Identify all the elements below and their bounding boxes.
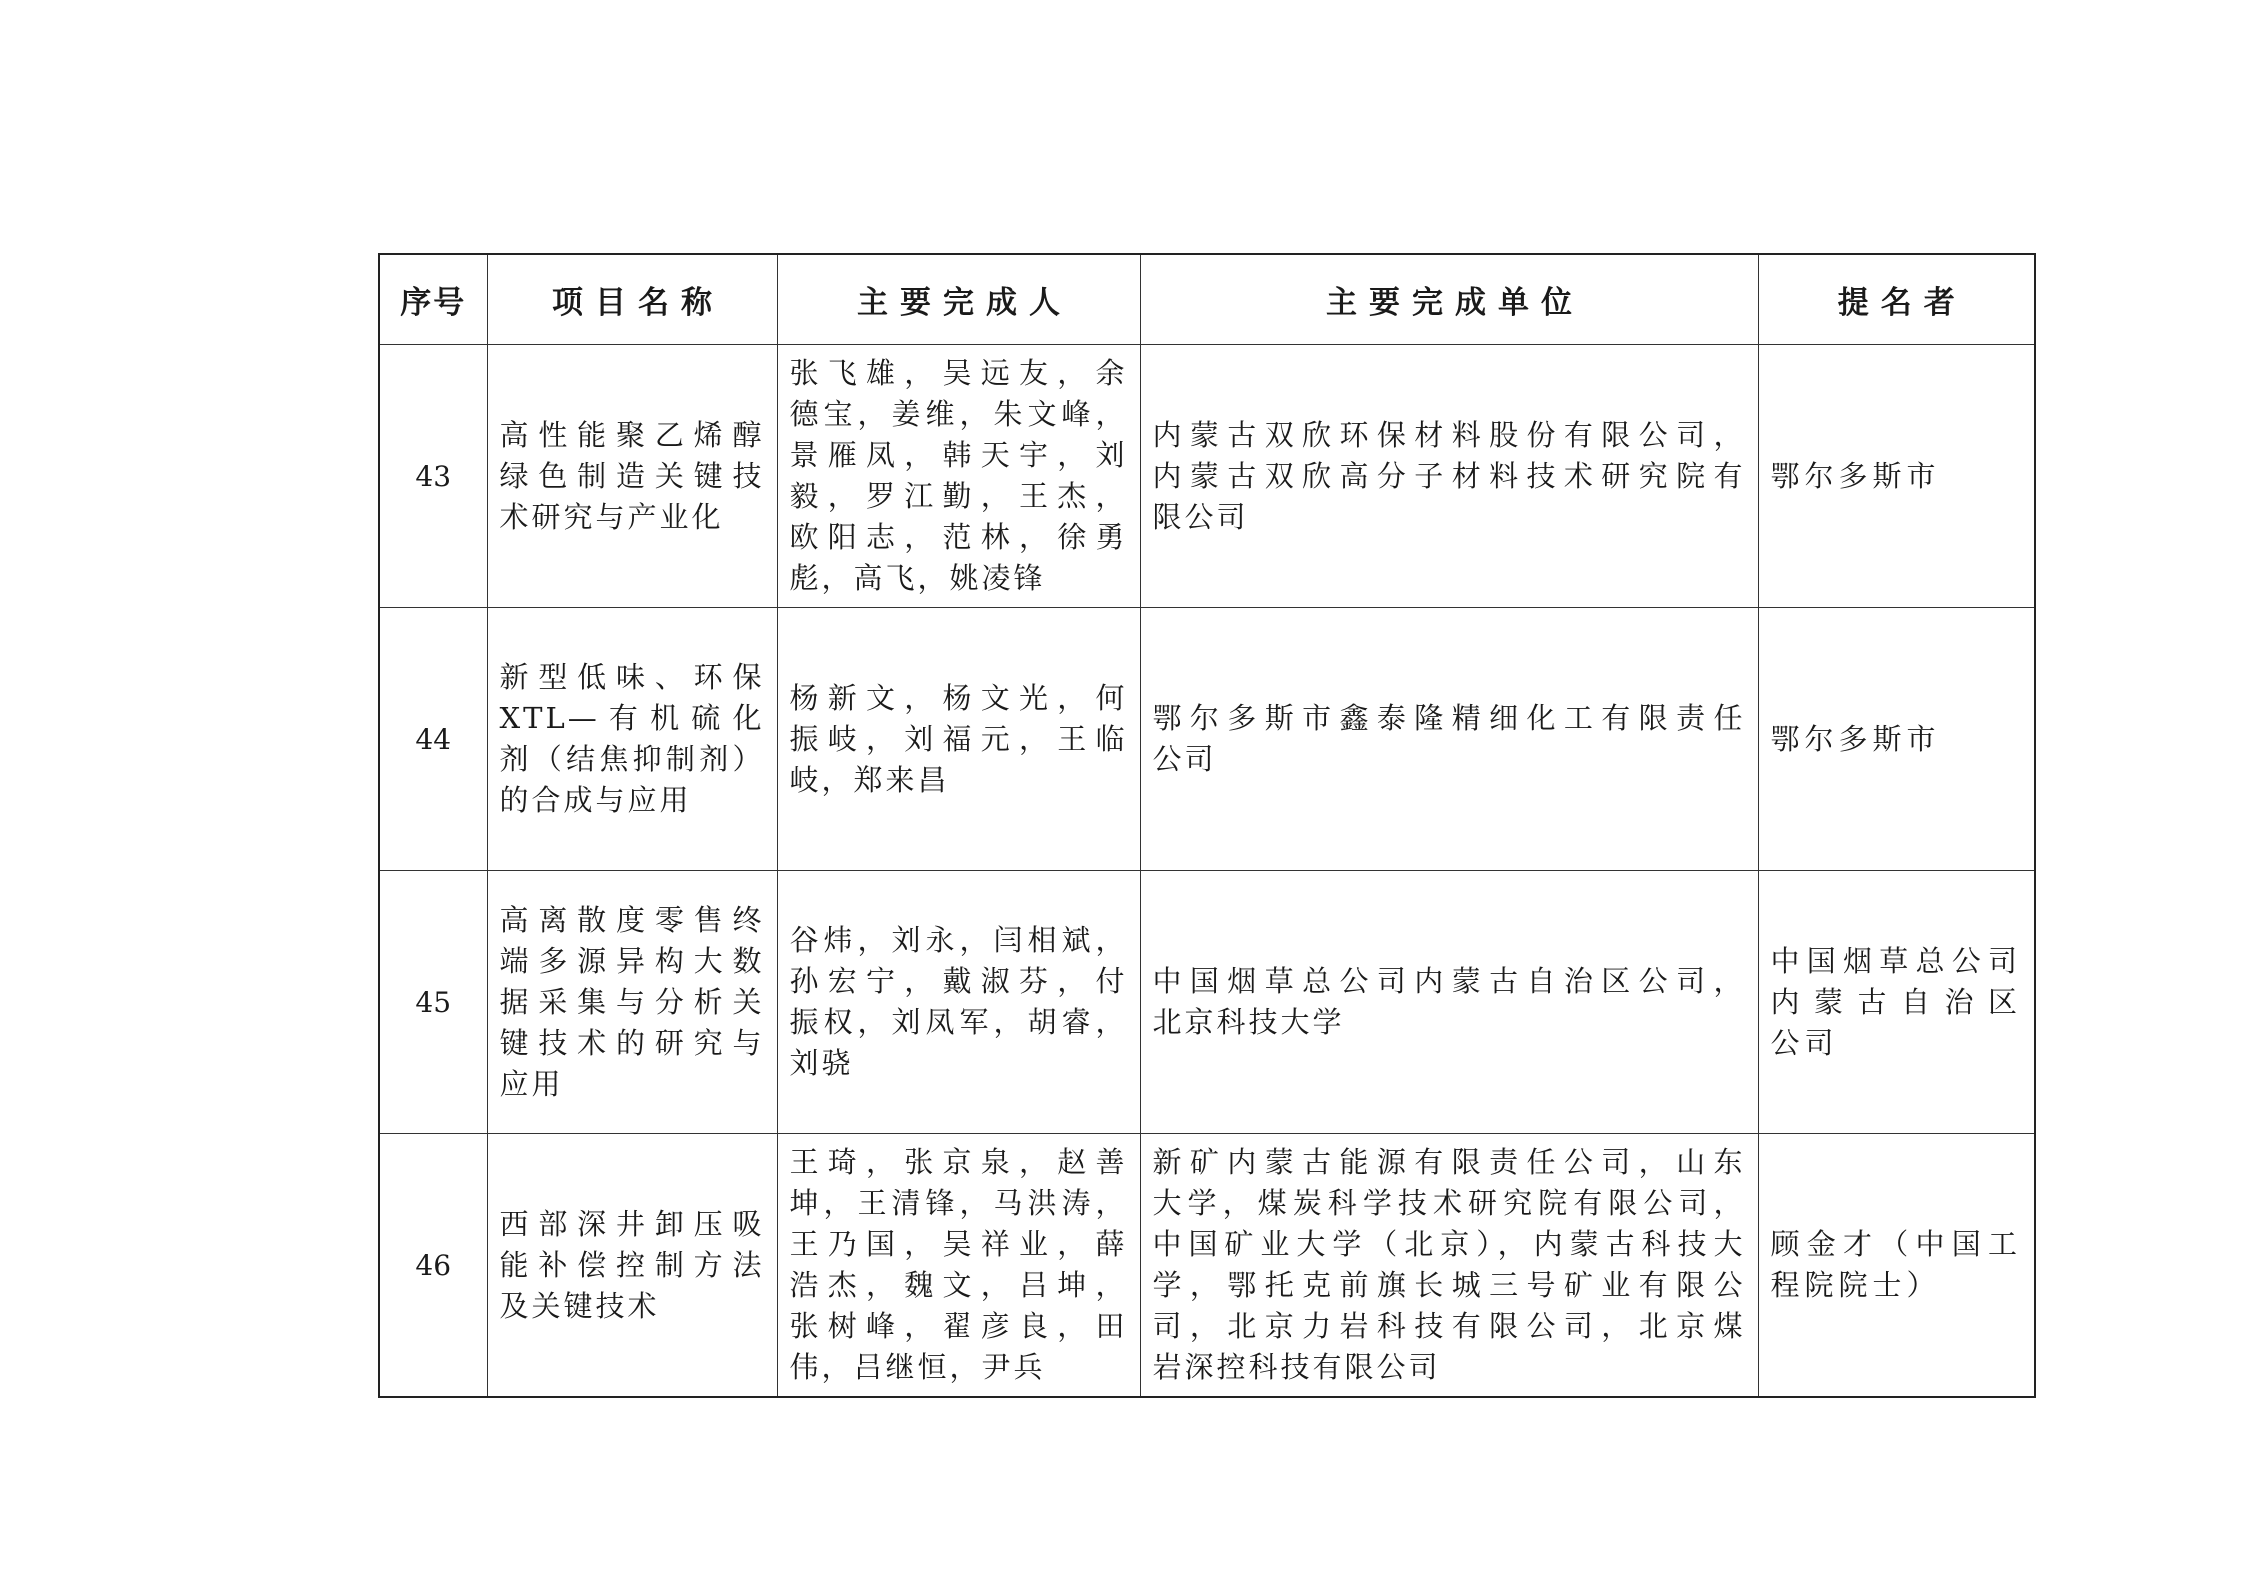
nominator-cell bbox=[1758, 871, 2035, 1134]
cell-line: 程院院士） bbox=[1770, 1268, 1941, 1302]
cell-line: 坤，王清锋，马洪涛， bbox=[789, 1186, 1128, 1220]
main-units-cell bbox=[1140, 345, 1758, 608]
project-name-cell bbox=[487, 345, 777, 608]
cell-line: 谷炜，刘永，闫相斌， bbox=[789, 923, 1128, 957]
cell-line: 新型低味、环保 bbox=[499, 660, 765, 694]
nominator-cell bbox=[1758, 345, 2035, 608]
cell-line: 中国烟草总公司 bbox=[1770, 943, 2022, 978]
header-row bbox=[379, 254, 2035, 345]
cell-line: 顾金才（中国工 bbox=[1770, 1227, 2022, 1261]
cell-line: 振岐，刘福元，王临 bbox=[789, 721, 1128, 756]
project-name-cell bbox=[487, 871, 777, 1134]
cell-line: 绿色制造关键技 bbox=[499, 458, 765, 493]
cell-line: 王琦，张京泉，赵善 bbox=[789, 1145, 1128, 1179]
header-units: 主要完成单位 bbox=[1140, 254, 1758, 345]
main-units-cell bbox=[1140, 1134, 1758, 1398]
row-seq: 43 bbox=[379, 345, 487, 608]
row-seq: 46 bbox=[379, 1134, 487, 1398]
row-seq: 45 bbox=[379, 871, 487, 1134]
project-name-cell bbox=[487, 608, 777, 871]
header-persons: 主要完成人 bbox=[777, 254, 1140, 345]
main-units-cell bbox=[1140, 871, 1758, 1134]
main-units-cell bbox=[1140, 608, 1758, 871]
cell-line: 高性能聚乙烯醇 bbox=[499, 417, 765, 452]
header-nominator: 提名者 bbox=[1758, 254, 2035, 345]
cell-line: 伟，吕继恒，尹兵 bbox=[789, 1350, 1046, 1384]
cell-line: 大学，煤炭科学技术研究院有限公司， bbox=[1152, 1186, 1746, 1220]
cell-line: 岐，郑来昌 bbox=[789, 762, 950, 797]
cell-line: 端多源异构大数 bbox=[499, 943, 765, 978]
cell-line: 欧阳志，范林，徐勇 bbox=[789, 520, 1128, 554]
header-seq: 序号 bbox=[379, 254, 487, 345]
cell-line: 张飞雄，吴远友，余 bbox=[789, 356, 1128, 390]
table-body bbox=[379, 345, 2035, 1398]
table-row bbox=[379, 345, 2035, 608]
cell-line: 德宝，姜维，朱文峰， bbox=[789, 397, 1128, 431]
cell-line: 毅，罗江勤，王杰， bbox=[789, 479, 1128, 513]
nominator-cell bbox=[1758, 1134, 2035, 1398]
table-row bbox=[379, 608, 2035, 871]
cell-line: 刘骁 bbox=[789, 1046, 854, 1080]
cell-line: 内蒙古双欣高分子材料技术研究院有 bbox=[1152, 458, 1746, 493]
cell-line: 鄂尔多斯市鑫泰隆精细化工有限责任 bbox=[1152, 701, 1746, 735]
cell-line: 鄂尔多斯市 bbox=[1770, 721, 1941, 756]
cell-line: 限公司 bbox=[1152, 499, 1249, 534]
table-row bbox=[379, 1134, 2035, 1398]
project-name-cell bbox=[487, 1134, 777, 1398]
header-project: 项目名称 bbox=[487, 254, 777, 345]
main-persons-cell bbox=[777, 871, 1140, 1134]
cell-line: 西部深井卸压吸 bbox=[499, 1206, 765, 1241]
cell-line: 杨新文，杨文光，何 bbox=[789, 680, 1128, 715]
cell-line: 司，北京力岩科技有限公司，北京煤 bbox=[1152, 1309, 1746, 1343]
cell-line: 鄂尔多斯市 bbox=[1770, 458, 1941, 493]
cell-line: 据采集与分析关 bbox=[499, 984, 765, 1019]
cell-line: 内蒙古自治区 bbox=[1770, 984, 2022, 1019]
cell-line: 浩杰，魏文，吕坤， bbox=[789, 1268, 1128, 1302]
cell-line: 内蒙古双欣环保材料股份有限公司， bbox=[1152, 417, 1746, 452]
cell-line: 高离散度零售终 bbox=[499, 902, 765, 937]
award-table bbox=[378, 253, 2036, 1398]
cell-line: XTL—有机硫化 bbox=[499, 701, 765, 735]
cell-line: 振权，刘凤军，胡睿， bbox=[789, 1005, 1128, 1039]
main-persons-cell bbox=[777, 608, 1140, 871]
cell-line: 中国矿业大学（北京），内蒙古科技大 bbox=[1152, 1227, 1746, 1261]
cell-line: 应用 bbox=[499, 1066, 564, 1101]
cell-line: 北京科技大学 bbox=[1152, 1005, 1345, 1039]
cell-line: 公司 bbox=[1770, 1025, 1839, 1060]
cell-line: 孙宏宁，戴淑芬，付 bbox=[789, 964, 1128, 998]
cell-line: 键技术的研究与 bbox=[499, 1025, 765, 1060]
cell-line: 的合成与应用 bbox=[499, 783, 692, 817]
main-persons-cell bbox=[777, 345, 1140, 608]
nominator-cell bbox=[1758, 608, 2035, 871]
table-row bbox=[379, 871, 2035, 1134]
cell-line: 岩深控科技有限公司 bbox=[1152, 1350, 1441, 1384]
cell-line: 王乃国，吴祥业，薛 bbox=[789, 1227, 1128, 1261]
cell-line: 学，鄂托克前旗长城三号矿业有限公 bbox=[1152, 1268, 1746, 1302]
cell-line: 中国烟草总公司内蒙古自治区公司， bbox=[1152, 964, 1746, 998]
cell-line: 及关键技术 bbox=[499, 1288, 660, 1323]
cell-line: 彪，高飞，姚凌锋 bbox=[789, 561, 1046, 595]
cell-line: 景雁凤，韩天宇，刘 bbox=[789, 438, 1128, 472]
cell-line: 新矿内蒙古能源有限责任公司，山东 bbox=[1152, 1145, 1746, 1179]
cell-line: 术研究与产业化 bbox=[499, 499, 724, 534]
row-seq: 44 bbox=[379, 608, 487, 871]
cell-line: 张树峰，翟彦良，田 bbox=[789, 1309, 1128, 1343]
cell-line: 剂（结焦抑制剂） bbox=[499, 742, 765, 776]
cell-line: 公司 bbox=[1152, 742, 1217, 776]
cell-line: 能补偿控制方法 bbox=[499, 1247, 765, 1282]
main-persons-cell bbox=[777, 1134, 1140, 1398]
